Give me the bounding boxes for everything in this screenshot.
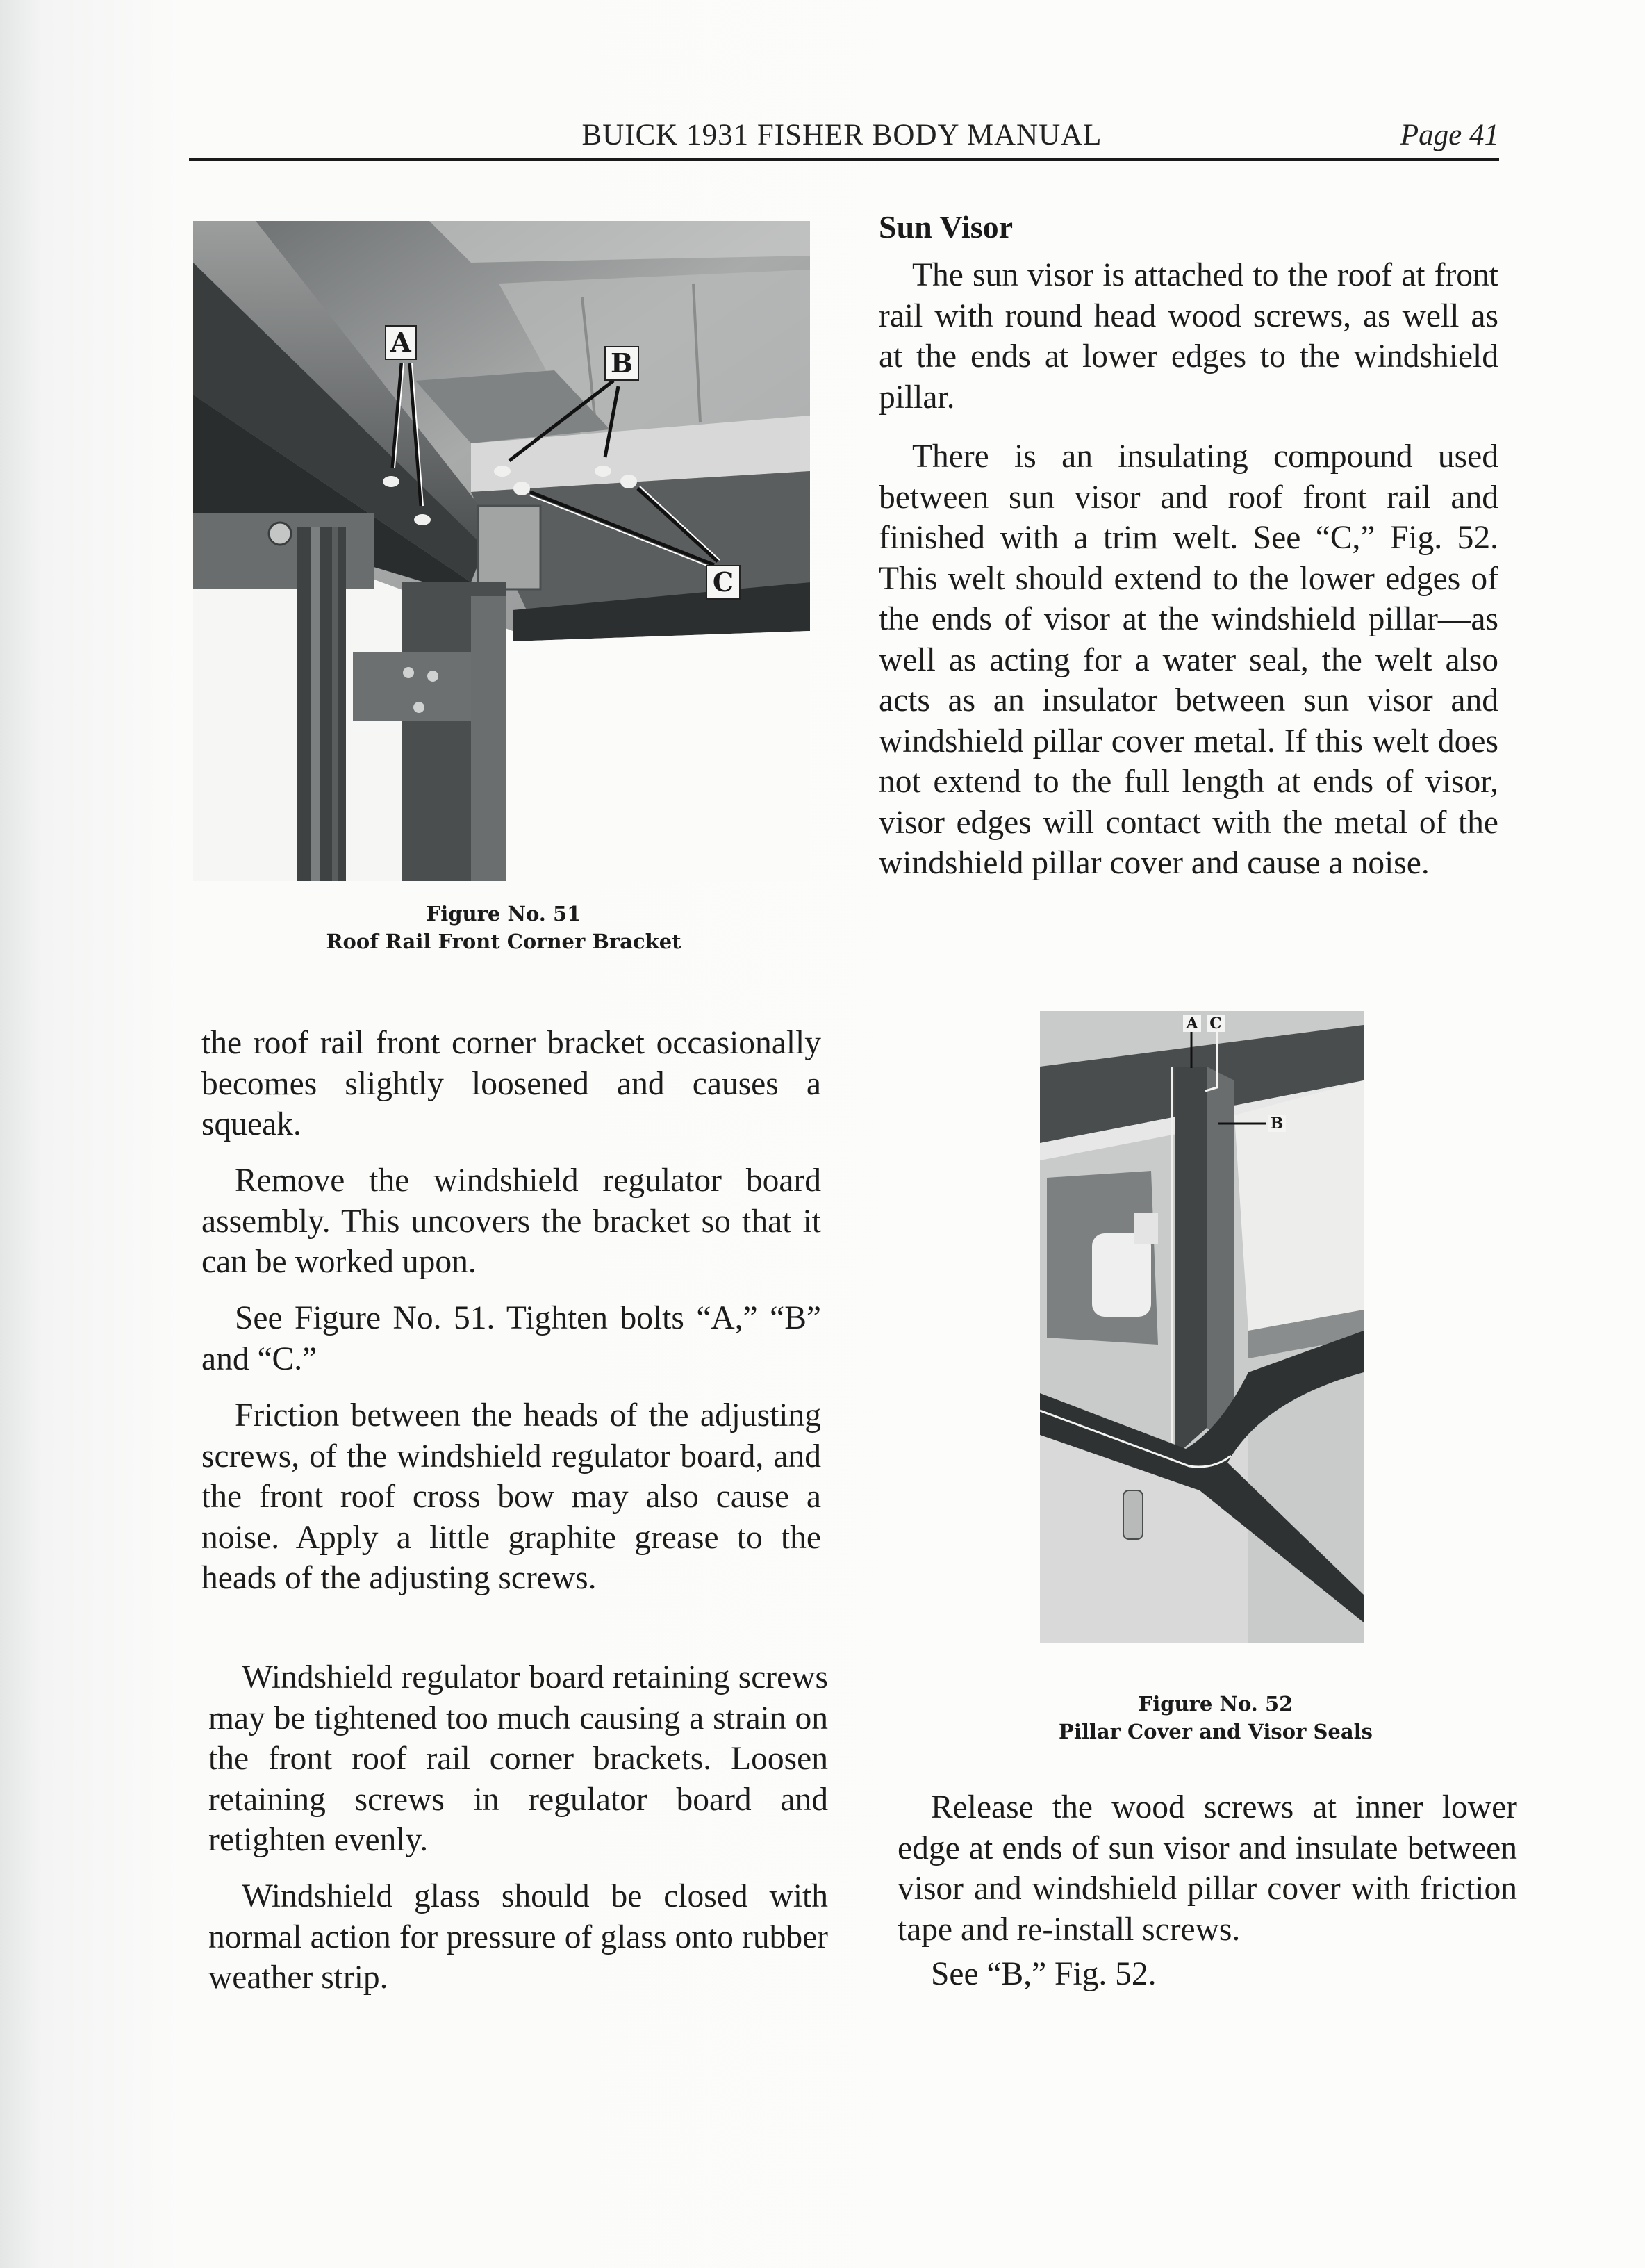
paragraph-friction-adjusting-screws: Friction between the heads of the adjusting screws, of the windshield regulator board, and the front roof cross bow may also cause a noise. Apply a little graphite grease to the heads of the adjusting screws. <box>201 1397 821 1596</box>
callout-label-a: A <box>1183 1015 1201 1032</box>
page-number: Page 41 <box>1400 119 1499 151</box>
manual-title: BUICK 1931 FISHER BODY MANUAL <box>581 119 1102 151</box>
paragraph-see-b-fig-52: See “B,” Fig. 52. <box>931 1956 1157 1992</box>
callout-label-c: C <box>1207 1015 1225 1032</box>
paragraph-release-wood-screws: Release the wood screws at inner lower edge at ends of sun visor and insulate between visor and windshield pillar cover with friction tape and re-install screws. <box>898 1789 1517 1948</box>
paragraph-windshield-glass: Windshield glass should be closed with normal action for pressure of glass onto rubber weather strip. <box>208 1878 828 1996</box>
paragraph-insulating-compound: There is an insulating compound used between sun visor and roof front rail and finished with a trim welt. See “C,” Fig. 52. This welt should extend to the lower edges of the ends of visor at the windshield pillar—as well as acting for a water seal, the welt also acts as an insulator between sun visor and windshield pillar cover metal. If this welt does not extend to the full length at ends of visor, visor edges will contact with the metal of the windshield pillar cover and cause a noise. <box>879 438 1498 881</box>
paragraph-retaining-screws: Windshield regulator board retaining screws may be tightened too much causing a strain on the front roof rail corner brackets. Loosen retaining screws in regulator board and retighten evenly. <box>208 1659 828 1858</box>
figure-51-number: Figure No. 51 <box>426 902 581 926</box>
callout-label-b: B <box>1268 1115 1286 1132</box>
paragraph-tighten-bolts: See Figure No. 51. Tighten bolts “A,” “B” and “C.” <box>201 1300 821 1377</box>
paragraph-bracket-loosened: the roof rail front corner bracket occasionally becomes slightly loosened and causes a squeak. <box>201 1025 821 1142</box>
figure-52-title: Pillar Cover and Visor Seals <box>1059 1720 1373 1743</box>
header-rule <box>189 158 1499 161</box>
paragraph-remove-regulator-board: Remove the windshield regulator board assembly. This uncovers the bracket so that it can be worked upon. <box>201 1162 821 1280</box>
section-heading-sun-visor: Sun Visor <box>879 209 1014 245</box>
figure-51-caption <box>278 900 729 955</box>
figure-52-photo <box>1040 1011 1364 1643</box>
paragraph-sun-visor-attachment: The sun visor is attached to the roof at front rail with round head wood screws, as well as at the ends at lower edges to the windshield pillar. <box>879 257 1498 416</box>
figure-52-number: Figure No. 52 <box>1138 1692 1293 1716</box>
callout-label-b: B <box>604 346 639 381</box>
running-header <box>189 111 1499 160</box>
callout-label-c: C <box>706 565 741 600</box>
callout-label-a: A <box>385 325 417 360</box>
figure-52-caption <box>1000 1690 1431 1745</box>
figure-51-photo <box>193 221 810 881</box>
figure-51-title: Roof Rail Front Corner Bracket <box>326 930 681 953</box>
